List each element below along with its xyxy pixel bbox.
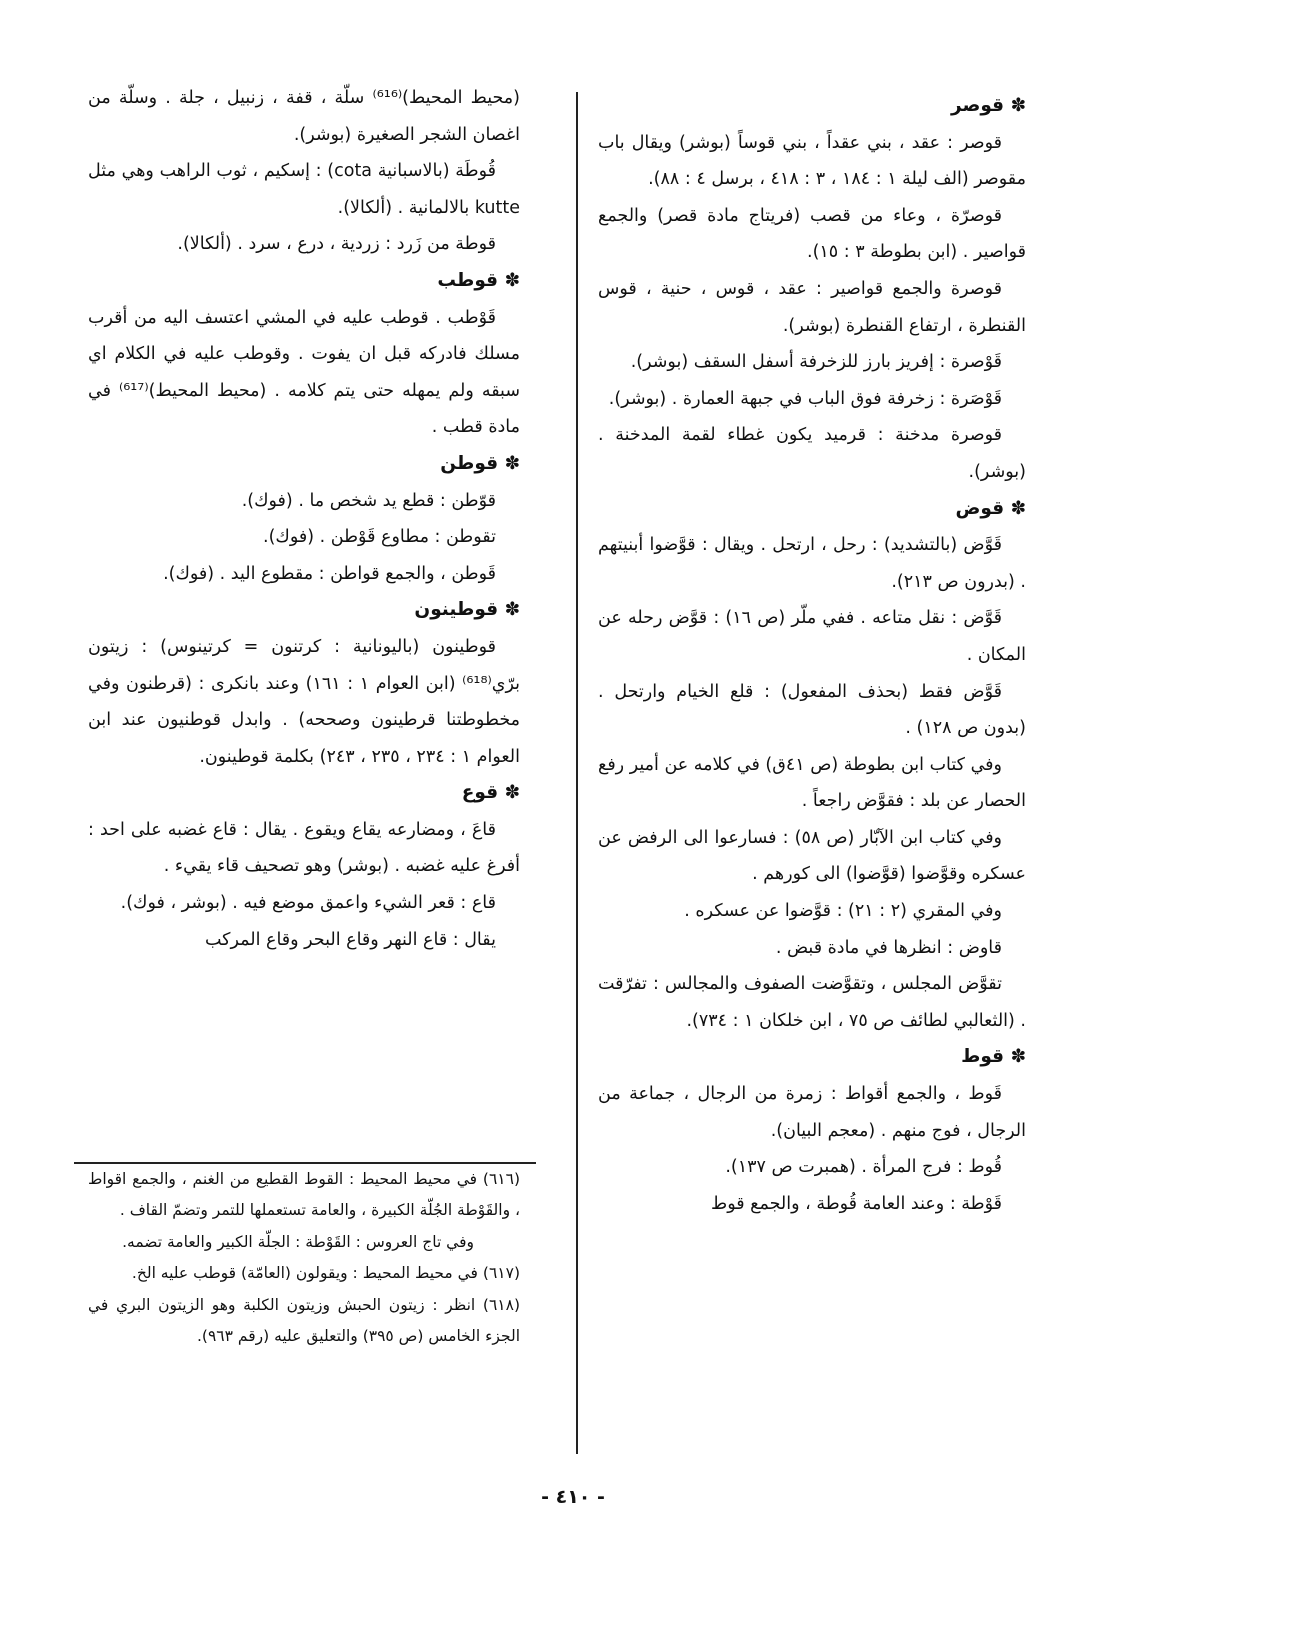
entry-paragraph: وفي المقري (٢ : ٢١) : قوَّضوا عن عسكره . xyxy=(684,901,1002,922)
entry-paragraph: قَوْصرة : إفريز بارز للزخرفة أسفل السقف (بوشر). xyxy=(630,352,1002,373)
entry-paragraph: قَوط ، والجمع أقواط : زمرة من الرجال ، جماعة من الرجال ، فوج منهم . (معجم البيان). xyxy=(598,1084,1026,1141)
entry-paragraph: قوصرّة ، وعاء من قصب (فريتاج مادة قصر) والجمع قواصير . (ابن بطوطة ٣ : ١٥). xyxy=(598,205,1026,263)
entry-paragraph: وفي كتاب ابن بطوطة (ص ٤١ق) في كلامه عن أمير رفع الحصار عن بلد : فقوَّض راجعاً . xyxy=(598,754,1026,812)
entry-paragraph: قاع : قعر الشيء واعمق موضع فيه . (بوشر ، فوك). xyxy=(120,893,496,914)
entry-paragraph: قاعَ ، ومضارعه يقاع ويقوع . يقال : قاع غضبه على احد : أفرغ عليه غضبه . (بوشر) وهو تصحيف قاء يقيء . xyxy=(88,819,520,877)
entry-paragraph: قَوْطب . قوطب عليه في المشي اعتسف اليه من أقرب مسلك فادركه قبل ان يفوت . وقوطب عليه في الكلام اي سبقه ولم يمهله حتى يتم كلامه . (محيط المحيط)⁽⁶¹⁷⁾ في مادة قطب . xyxy=(88,307,520,438)
entry-heading: ✽ قوط xyxy=(961,1046,1026,1068)
entry-paragraph: قُوطَة (بالاسبانية cota) : إسكيم ، ثوب الراهب وهي مثل kutte بالالمانية . (ألكالا). xyxy=(88,161,520,218)
page-number: - ٤١٠ - xyxy=(541,1486,605,1508)
entry-paragraph: قوصرة والجمع قواصير : عقد ، قوس ، حنية ، قوس القنطرة ، ارتفاع القنطرة (بوشر). xyxy=(598,278,1026,336)
entry-paragraph: قوطينون (باليونانية : كرتنون = كرتينوس) : زيتون برّي⁽⁶¹⁸⁾ (ابن العوام ١ : ١٦١) وعند بانكرى : (قرطنون وفي مخطوطتنا قرطينون وصححه) . وابدل قوطنيون عند ابن العوام ١ : ٢٣٤ ، ٢٣٥ ، ٢٤٣) بكلمة قوطينون. xyxy=(88,636,520,767)
entry-paragraph: قَوَّض : نقل متاعه . ففي ملّر (ص ١٦) : قوَّض رحله عن المكان . xyxy=(598,608,1026,665)
entry-paragraph: قَوْطة : وعند العامة قُوطة ، والجمع قوط xyxy=(711,1193,1002,1214)
entry-heading: ✽ قوطب xyxy=(437,269,520,291)
entry-heading: ✽ قوع xyxy=(461,782,520,804)
left-column xyxy=(88,80,520,958)
entry-paragraph: قَوَّض فقط (بحذف المفعول) : قلع الخيام وارتحل . (بدون ص ١٢٨) . xyxy=(598,681,1026,739)
entry-heading: ✽ قوطن xyxy=(440,452,520,474)
entry-heading: ✽ قوطينون xyxy=(414,599,520,621)
entry-paragraph: قوطة من زَرد : زردية ، درع ، سرد . (ألكالا). xyxy=(177,234,496,255)
footnote: (٦١٧) في محيط المحيط : ويقولون (العامّة) قوطب عليه الخ. xyxy=(131,1264,520,1283)
entry-paragraph: قَوطن ، والجمع قواطن : مقطوع اليد . (فوك). xyxy=(163,563,496,584)
entry-paragraph: تقوطن : مطاوع قَوْطن . (فوك). xyxy=(263,527,496,548)
entry-paragraph: قوصرة مدخنة : قرميد يكون غطاء لقمة المدخنة . (بوشر). xyxy=(598,425,1026,482)
entry-paragraph: يقال : قاع النهر وقاع البحر وقاع المركب xyxy=(204,929,496,950)
entry-paragraph: تقوَّض المجلس ، وتقوَّضت الصفوف والمجالس : تفرّقت . (الثعالبي لطائف ص ٧٥ ، ابن خلكان ١ : ٧٣٤). xyxy=(598,974,1026,1031)
entry-paragraph: (محيط المحيط)⁽⁶¹⁶⁾ سلّة ، قفة ، زنبيل ، جلة . وسلّة من اغصان الشجر الصغيرة (بوشر). xyxy=(88,88,521,145)
entry-paragraph: قوّطن : قطع يد شخص ما . (فوك). xyxy=(241,490,496,511)
footnote-continuation: وفي تاج العروس : القَوْطة : الجلّة الكبير والعامة تضمه. xyxy=(122,1232,474,1251)
footnote: (٦١٨) انظر : زيتون الحبش وزيتون الكلبة وهو الزيتون البري في الجزء الخامس (ص ٣٩٥) والتعليق عليه (رقم ٩٦٣). xyxy=(88,1295,520,1346)
entry-heading: ✽ قوصر xyxy=(950,95,1026,116)
footnote: (٦١٦) في محيط المحيط : القوط القطيع من الغنم ، والجمع اقواط ، والقَوْطة الجُلّة الكبيرة ، والعامة تستعملها للتمر وتضمّ القاف . xyxy=(88,1170,520,1220)
entry-paragraph: وفي كتاب ابن الآبّار (ص ٥٨) : فسارعوا الى الرفض عن عسكره وقوَّضوا (قوَّضوا) الى كورهم . xyxy=(598,827,1026,885)
right-column xyxy=(598,88,1026,1222)
footnotes xyxy=(88,1164,520,1352)
entry-paragraph: قاوض : انظرها في مادة قبض . xyxy=(775,937,1002,958)
entry-paragraph: قُوط : فرج المرأة . (همبرت ص ١٣٧). xyxy=(725,1157,1002,1178)
entry-paragraph: قَوَّض (بالتشديد) : رحل ، ارتحل . ويقال : قوَّضوا أبنيتهم . (بدرون ص ٢١٣). xyxy=(598,535,1026,592)
entry-paragraph: قوصر : عقد ، بني عقداً ، بني قوساً (بوشر) ويقال باب مقوصر (الف ليلة ١ : ١٨٤ ، ٣ : ٤١٨ ، برسل ٤ : ٨٨). xyxy=(598,132,1026,190)
entry-paragraph: قَوْصَرة : زخرفة فوق الباب في جبهة العمارة . (بوشر). xyxy=(608,388,1002,409)
entry-heading: ✽ قوض xyxy=(955,497,1026,519)
column-divider xyxy=(576,92,578,1454)
